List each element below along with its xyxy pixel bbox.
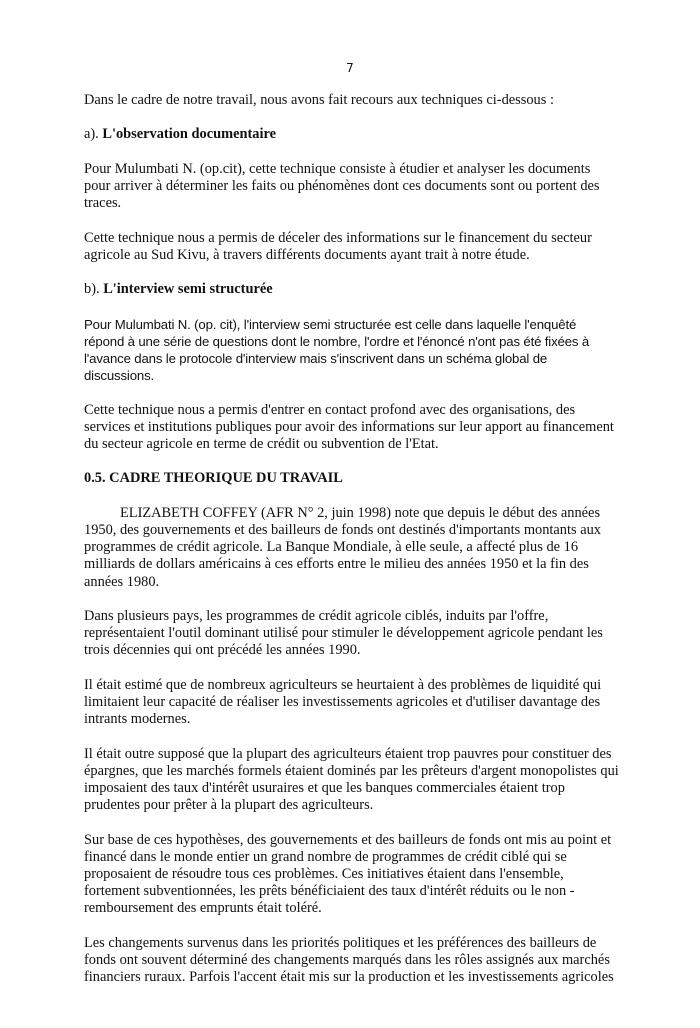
subheading-interview — [84, 281, 619, 298]
paragraph-epargnes: Il était outre supposé que la plupart des agriculteurs étaient trop pauvres pour constituer des épargnes, que les marchés formels étaient dominés par les prêteurs d'argent monopolistes qui imposaient des taux d'intérêt usuraires et que les banques commerciales étaient trop prudentes pour prêter à la plupart des agriculteurs. — [84, 745, 619, 814]
page-number: 7 — [346, 61, 354, 75]
paragraph-hypotheses: Sur base de ces hypothèses, des gouvernements et des bailleurs de fonds ont mis au point et financé dans le monde entier un grand nombre de programmes de crédit ciblé qui se proposaient de résoudre tous ces problèmes. Ces initiatives étaient dans l'ensemble, fortement subventionnées, les prêts bénéficiaient des taux d'intérêt réduits ou le non - remboursement des emprunts était toléré. — [84, 831, 612, 917]
paragraph-coffey: ELIZABETH COFFEY (AFR N° 2, juin 1998) note que depuis le début des années 1950, des gouvernements et des bailleurs de fonds ont destinés d'importants montants aux programmes de crédit agricole. La Banque Mondiale, à elle seule, a affecté plus de 16 milliards de dollars américains à ces efforts entre le milieu des années 1950 et la fin des années 1980. — [84, 504, 601, 590]
section-title: 0.5. CADRE THEORIQUE DU TRAVAIL — [84, 470, 343, 487]
paragraph-programmes: Dans plusieurs pays, les programmes de crédit agricole ciblés, induits par l'offre, représentaient l'outil dominant utilisé pour stimuler le développement agricole pendant les trois décennies qui ont précédé les années 1990. — [84, 607, 603, 659]
paragraph-liquidite: Il était estimé que de nombreux agriculteurs se heurtaient à des problèmes de liquidité qui limitaient leur capacité de réaliser les investissements agricoles et d'utiliser davantage des intrants modernes. — [84, 676, 602, 728]
paragraph-interview-usage: Cette technique nous a permis d'entrer en contact profond avec des organisations, des services et institutions publiques pour avoir des informations sur leur apport au financement du secteur agricole en terme de crédit ou subvention de l'Etat. — [84, 401, 614, 452]
subheading-prefix: a). — [84, 126, 103, 143]
paragraph-observation-usage: Cette technique nous a permis de déceler des informations sur le financement du secteur agricole au Sud Kivu, à travers différents documents ayant trait à notre étude. — [84, 229, 592, 263]
subheading-prefix: b). — [84, 281, 104, 298]
paragraph-intro: Dans le cadre de notre travail, nous avons fait recours aux techniques ci-dessous : — [84, 92, 554, 108]
paragraph-changements: Les changements survenus dans les priorités politiques et les préférences des bailleurs de fonds ont souvent déterminé des changements marqués dans les rôles assignés aux marchés financiers ruraux. Parfois l'accent était mis sur la production et les investissements agricoles — [84, 934, 614, 986]
subheading-title: L'interview semi structurée — [103, 281, 273, 298]
document-body — [84, 92, 619, 1004]
paragraph-interview-definition: Pour Mulumbati N. (op. cit), l'interview semi structurée est celle dans laquelle l'enquêté répond à une série de questions dont le nombre, l'ordre et l'énoncé n'ont pas été fixées à l'avance dans le protocole d'interview mais s'inscrivent dans un schéma global de discussions. — [84, 316, 590, 384]
subheading-title: L'observation documentaire — [102, 126, 276, 143]
subheading-observation — [84, 126, 619, 143]
paragraph-observation-definition: Pour Mulumbati N. (op.cit), cette technique consiste à étudier et analyser les documents pour arriver à déterminer les faits ou phénomènes dont ces documents sont ou portent des traces. — [84, 160, 600, 212]
